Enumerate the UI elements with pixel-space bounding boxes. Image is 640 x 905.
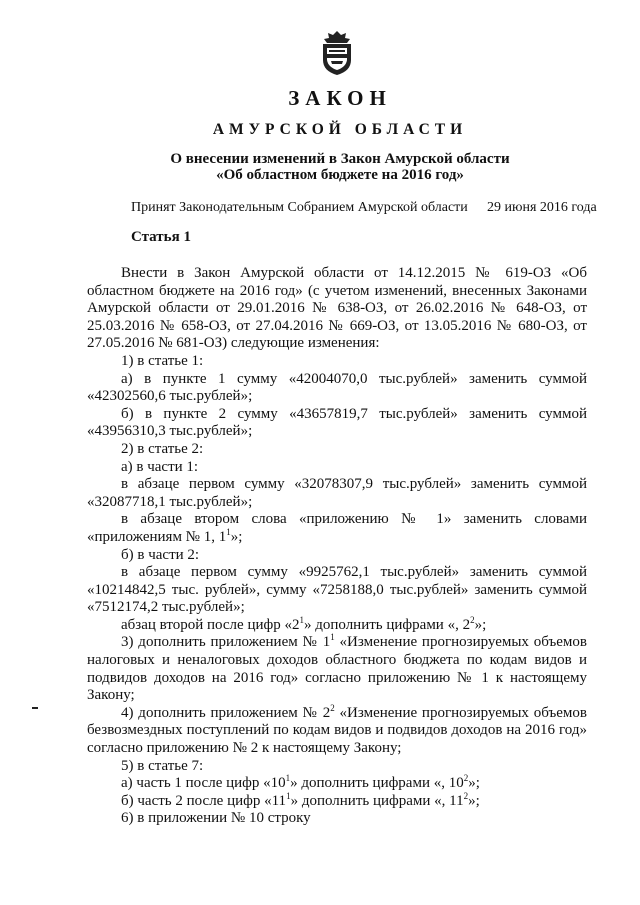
margin-mark: [32, 707, 38, 709]
superscript: 2: [330, 702, 335, 713]
paragraph: б) в части 2:: [121, 546, 200, 563]
paragraph: Внести в Закон Амурской области от 14.12.2015 № 619-ОЗ «Об областном бюджете на 2016 год» (с учетом изменений, внесенных Законами Амурской области от 29.01.2016 № 638-ОЗ, от 26.02.2016 № 648-ОЗ, от 25.03.2016 № 658-ОЗ, от 27.04.2016 № 669-ОЗ, от 13.05.2016 № 680-ОЗ, от 27.05.2016 № 681-ОЗ) следующие изменения:: [87, 265, 587, 352]
paragraph-text: » дополнить цифрами «, 10: [290, 775, 464, 792]
paragraph-text: 4) дополнить приложением № 2: [121, 704, 331, 721]
paragraph: 5) в статье 7:: [121, 757, 204, 774]
paragraph-text: »;: [474, 616, 487, 633]
paragraph: в абзаце первом сумму «32078307,9 тыс.рублей» заменить суммой «32087718,1 тыс.рублей»;: [87, 476, 587, 510]
paragraph-text: абзац второй после цифр «2: [121, 616, 300, 633]
region-name: АМУРСКОЙ ОБЛАСТИ: [212, 121, 468, 138]
paragraph: 6) в приложении № 10 строку: [121, 810, 311, 827]
paragraph-text: в абзаце втором слова «приложению № 1» заменить словами «приложениям № 1, 1: [87, 511, 587, 545]
coat-of-arms-icon: [318, 30, 356, 76]
superscript: 1: [286, 790, 291, 801]
paragraph-text: » дополнить цифрами «, 2: [303, 616, 471, 633]
paragraph-text: а) часть 1 после цифр «10: [121, 775, 286, 792]
paragraph: а) в части 1:: [121, 458, 199, 475]
paragraph-text: «Изменение прогнозируемых объемов налоговых и неналоговых доходов областного бюджета по кодам видов и подвидов доходов на 2016 год» согласно приложению № 1 к настоящему Закону;: [87, 634, 587, 704]
paragraph: а) в пункте 1 сумму «42004070,0 тыс.рублей» заменить суммой «42302560,6 тыс.рублей»;: [87, 370, 587, 405]
paragraph-text: »;: [468, 775, 480, 792]
paragraph-text: 3) дополнить приложением № 1: [121, 634, 331, 651]
article-body: [87, 265, 587, 828]
superscript: 2: [470, 614, 475, 625]
paragraph: в абзаце первом сумму «9925762,1 тыс.рублей» заменить суммой «10214842,5 тыс. рублей», сумму «7258188,0 тыс.рублей» заменить суммой «7512174,2 тыс.рублей»;: [87, 564, 587, 616]
law-heading-line-1: О внесении изменений в Закон Амурской области: [170, 151, 510, 167]
paragraph-text: » дополнить цифрами «, 11: [290, 792, 464, 809]
paragraph-text: б) часть 2 после цифр «11: [121, 792, 287, 809]
article-title: Статья 1: [131, 229, 191, 245]
paragraph-text: »;: [468, 792, 480, 809]
paragraph: [87, 614, 587, 635]
document-title: ЗАКОН: [288, 86, 392, 110]
superscript: 2: [463, 773, 469, 784]
paragraph-text: «Изменение прогнозируемых объемов безвозмездных поступлений по кодам видов и подвидов доходов на 2016 год» согласно приложению № 2 к настоящему Закону;: [87, 704, 587, 757]
adopted-by: Принят Законодательным Собранием Амурской области: [131, 200, 468, 215]
paragraph: [87, 790, 587, 811]
paragraph: б) в пункте 2 сумму «43657819,7 тыс.рублей» заменить суммой «43956310,3 тыс.рублей»;: [87, 405, 587, 440]
superscript: 1: [299, 614, 304, 625]
paragraph: 2) в статье 2:: [121, 440, 204, 457]
superscript: 1: [285, 773, 291, 784]
adopted-date: 29 июня 2016 года: [487, 200, 597, 215]
superscript: 1: [226, 526, 231, 537]
superscript: 1: [330, 632, 335, 643]
law-heading-line-2: «Об областном бюджете на 2016 год»: [216, 167, 464, 183]
paragraph: 1) в статье 1:: [121, 352, 204, 369]
paragraph: [87, 511, 587, 546]
paragraph-text: »;: [230, 528, 243, 545]
paragraph: [87, 775, 587, 793]
paragraph: [87, 634, 587, 704]
superscript: 2: [463, 790, 469, 801]
law-heading: [160, 151, 520, 183]
paragraph: [87, 702, 587, 758]
